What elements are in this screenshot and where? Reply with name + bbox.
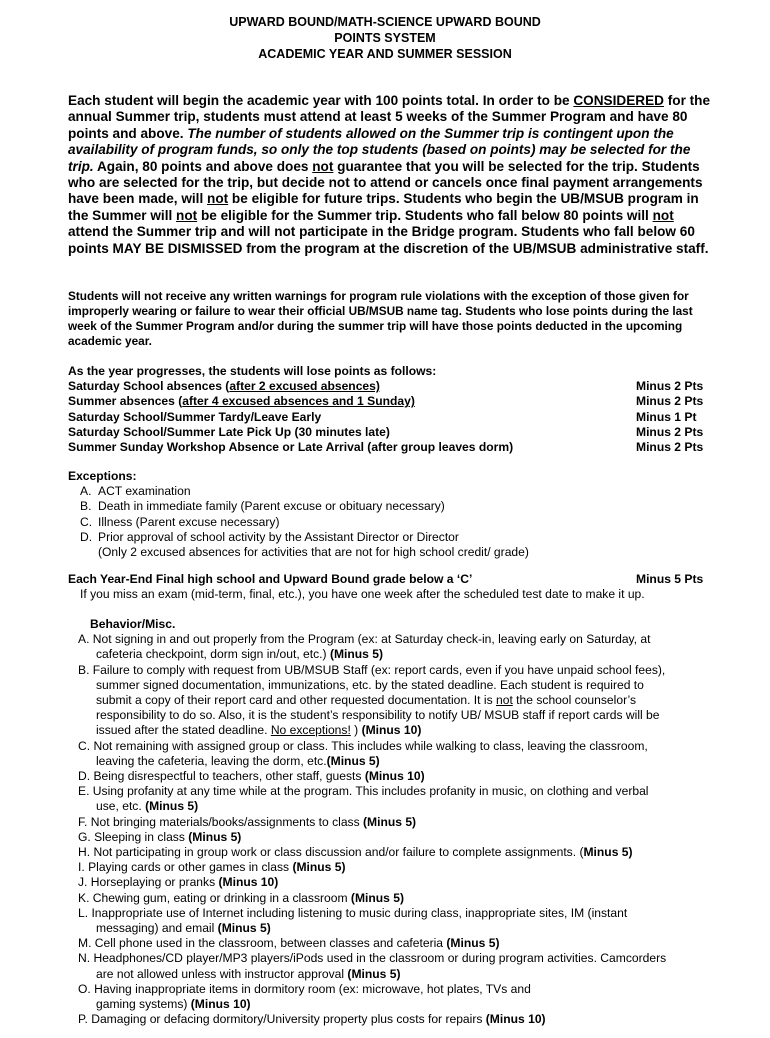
behavior-text: I. Playing cards or other games in class — [78, 860, 293, 875]
points-label: Summer Sunday Workshop Absence or Late Arrival (after group leaves dorm) — [68, 440, 514, 455]
title-line-1: UPWARD BOUND/MATH-SCIENCE UPWARD BOUND — [229, 15, 541, 29]
behavior-item-f — [78, 815, 703, 830]
intro-considered: CONSIDERED — [573, 93, 664, 108]
behavior-text: C. Not remaining with assigned group or class. This includes while walking to class, leaving the classroom, — [78, 738, 648, 753]
intro-not: not — [312, 158, 334, 174]
behavior-item-p — [78, 1012, 703, 1027]
intro-text: for the annual Summer trip, students must attend at least 5 weeks of the Summer Program and have 80 points and above. — [68, 93, 711, 141]
intro-paragraph — [68, 93, 718, 257]
points-value: Minus 2 Pts — [636, 424, 704, 439]
intro-text: attend the Summer trip and will not participate in the Bridge program. Students who fall below 60 points MAY BE DISMISSED from the program at the discretion of the UB/MSUB administrative staff. — [68, 224, 709, 256]
behavior-text-cont — [78, 723, 703, 738]
exceptions-section — [68, 469, 708, 560]
behavior-text: B. Failure to comply with request from UB/MSUB Staff (ex: report cards, even if you have unpaid school fees), — [78, 662, 666, 677]
behavior-points: (Minus 10) — [190, 997, 251, 1012]
behavior-text: leaving the cafeteria, leaving the dorm, etc. — [96, 753, 327, 768]
behavior-item-i — [78, 860, 703, 875]
points-label-text: Summer absences ( — [68, 394, 183, 409]
points-value: Minus 2 Pts — [636, 394, 704, 409]
behavior-text-cont — [78, 921, 703, 936]
behavior-text: K. Chewing gum, eating or drinking in a classroom — [78, 890, 351, 905]
behavior-text: E. Using profanity at any time while at the program. This includes profanity in music, on clothing and verbal — [78, 784, 649, 799]
behavior-text: N. Headphones/CD player/MP3 players/iPods used in the classroom or during program activities. Camcorders — [78, 951, 667, 966]
behavior-text: use, etc. — [96, 799, 146, 814]
points-row — [68, 379, 708, 394]
behavior-points: (Minus 10) — [485, 1012, 546, 1027]
behavior-item-o — [78, 982, 703, 1012]
behavior-points: (Minus 5) — [217, 921, 271, 936]
exception-letter: B. — [80, 499, 92, 514]
exception-letter: A. — [80, 484, 92, 499]
behavior-text: are not allowed unless with instructor approval — [96, 966, 348, 981]
behavior-points: (Minus 5) — [347, 966, 401, 981]
points-row — [68, 410, 708, 425]
exception-text: Prior approval of school activity by the Assistant Director or Director — [98, 529, 459, 544]
behavior-points: (Minus 5) — [363, 814, 417, 829]
behavior-points: (Minus 5) — [329, 647, 384, 662]
year-end-label: Each Year-End Final high school and Upward Bound grade below a ‘C’ — [68, 572, 473, 586]
behavior-text: H. Not participating in group work or class discussion and/or failure to complete assignments. ( — [78, 845, 584, 860]
behavior-text-cont — [78, 799, 703, 814]
behavior-text: the school counselor’s — [512, 693, 637, 708]
behavior-points: (Minus 10) — [361, 723, 422, 738]
points-value: Minus 1 Pt — [636, 409, 697, 424]
behavior-section — [78, 617, 703, 1027]
behavior-text: issued after the stated deadline. — [96, 723, 271, 738]
points-row — [68, 394, 708, 409]
behavior-text: A. Not signing in and out properly from the Program (ex: at Saturday check-in, leaving early on Saturday, at — [78, 632, 651, 647]
intro-italic: The number of students allowed on the Summer trip is contingent upon the availability of program funds, so only the top students (based on points) may be selected for the trip. — [68, 125, 691, 174]
points-label — [68, 394, 415, 409]
behavior-points: (Minus 5) — [145, 799, 199, 814]
behavior-item-n — [78, 951, 703, 981]
intro-text: be eligible for the Summer trip. Students who fall below 80 points will — [197, 207, 653, 223]
behavior-item-k — [78, 891, 703, 906]
behavior-item-j — [78, 875, 703, 890]
intro-text: Each student will begin the academic year with 100 points total. In order to be — [68, 93, 574, 108]
behavior-text-cont — [78, 693, 703, 708]
exception-text: Illness (Parent excuse necessary) — [98, 514, 280, 529]
behavior-not: not — [496, 693, 513, 708]
year-end-section — [68, 572, 708, 602]
behavior-heading: Behavior/Misc. — [90, 617, 176, 631]
behavior-item-b — [78, 663, 703, 739]
behavior-text: P. Damaging or defacing dormitory/University property plus costs for repairs — [78, 1012, 486, 1027]
behavior-item-m — [78, 936, 703, 951]
behavior-text: O. Having inappropriate items in dormitory room (ex: microwave, hot plates, TVs and — [78, 981, 531, 996]
behavior-points: (Minus 5) — [292, 860, 346, 875]
behavior-text: D. Being disrespectful to teachers, other staff, guests — [78, 769, 365, 784]
exception-letter: D. — [80, 529, 93, 544]
behavior-text: responsibility to do so. Also, it is the student’s responsibility to notify UB/ MSUB staff if report cards will be — [96, 708, 660, 723]
behavior-points: (Minus 5) — [326, 753, 380, 768]
exception-letter: C. — [80, 514, 93, 529]
intro-text: Again, 80 points and above does — [93, 158, 313, 174]
behavior-points: (Minus 10) — [218, 875, 279, 890]
behavior-item-a — [78, 632, 703, 662]
title-line-3: ACADEMIC YEAR AND SUMMER SESSION — [258, 47, 512, 61]
behavior-text: gaming systems) — [96, 997, 191, 1012]
points-table — [68, 364, 708, 455]
points-row — [68, 440, 708, 455]
intro-not: not — [176, 207, 198, 223]
warning-paragraph: Students will not receive any written warnings for program rule violations with the exception of those given for improperly wearing or failure to wear their official UB/MSUB name tag. Students who lose points during the last week of the Summer Program and/or during the summer trip will have those points deducted in the upcoming academic year. — [68, 289, 693, 348]
points-label — [68, 379, 380, 394]
exceptions-note: (Only 2 excused absences for activities that are not for high school credit/ grade) — [98, 545, 529, 560]
behavior-item-l — [78, 906, 703, 936]
intro-not: not — [652, 207, 674, 223]
points-heading: As the year progresses, the students will lose points as follows: — [68, 364, 437, 378]
exception-text: Death in immediate family (Parent excuse or obituary necessary) — [98, 499, 445, 514]
points-label-underlined: after 4 excused absences and 1 Sunday) — [182, 394, 415, 409]
behavior-text-cont — [78, 754, 703, 769]
behavior-text: submit a copy of their report card and other requested documentation. It is — [96, 693, 496, 708]
year-end-value: Minus 5 Pts — [636, 572, 704, 586]
behavior-text-cont — [78, 997, 703, 1012]
behavior-text: messaging) and email — [96, 921, 218, 936]
points-label: Saturday School/Summer Tardy/Leave Early — [68, 409, 322, 424]
points-value: Minus 2 Pts — [636, 379, 704, 394]
behavior-no-exceptions: No exceptions! — [270, 723, 351, 738]
behavior-item-e — [78, 784, 703, 814]
intro-text: be eligible for future trips. Students who begin the UB/MSUB program in the Summer will — [68, 191, 699, 223]
behavior-text: G. Sleeping in class — [78, 829, 189, 844]
behavior-text: F. Not bringing materials/books/assignments to class — [78, 814, 363, 829]
exceptions-heading: Exceptions: — [68, 469, 137, 483]
points-label: Saturday School/Summer Late Pick Up (30 minutes late) — [68, 424, 390, 439]
behavior-text: J. Horseplaying or pranks — [78, 875, 219, 890]
points-row — [68, 425, 708, 440]
points-label-underlined: after 2 excused absences) — [229, 379, 380, 394]
exception-text: ACT examination — [98, 484, 191, 499]
behavior-item-h — [78, 845, 703, 860]
behavior-points: Minus 5) — [583, 845, 633, 860]
points-label-text: Saturday School absences ( — [68, 379, 230, 394]
behavior-text: M. Cell phone used in the classroom, between classes and cafeteria — [78, 936, 447, 951]
intro-not: not — [207, 191, 229, 207]
behavior-text: ) — [350, 723, 362, 738]
exception-item — [68, 484, 708, 499]
intro-text: guarantee that you will be selected for the trip. Students who are selected for the trip, but decide not to attend or cancels once final payment arrangements have been made, will — [68, 158, 703, 207]
exception-item — [68, 530, 708, 545]
points-value: Minus 2 Pts — [636, 440, 704, 455]
behavior-text: cafeteria checkpoint, dorm sign in/out, etc.) — [96, 647, 330, 662]
title-line-2: POINTS SYSTEM — [334, 31, 436, 45]
behavior-text: summer signed documentation, immunizations, etc. by the stated deadline. Each student is required to — [96, 677, 644, 692]
behavior-item-d — [78, 769, 703, 784]
behavior-points: (Minus 5) — [446, 936, 500, 951]
document-page — [0, 14, 770, 1038]
behavior-text: L. Inappropriate use of Internet including listening to music during class, inappropriate sites, IM (instant — [78, 905, 628, 920]
behavior-item-c — [78, 739, 703, 769]
behavior-points: (Minus 5) — [188, 829, 242, 844]
behavior-text-cont — [78, 967, 703, 982]
exception-item — [68, 499, 708, 514]
exception-item — [68, 515, 708, 530]
behavior-points: (Minus 10) — [364, 769, 425, 784]
behavior-item-g — [78, 830, 703, 845]
behavior-points: (Minus 5) — [350, 890, 404, 905]
behavior-text-cont — [78, 647, 703, 662]
year-end-row — [68, 572, 708, 587]
year-end-note: If you miss an exam (mid-term, final, etc.), you have one week after the scheduled test date to make it up. — [80, 587, 645, 602]
